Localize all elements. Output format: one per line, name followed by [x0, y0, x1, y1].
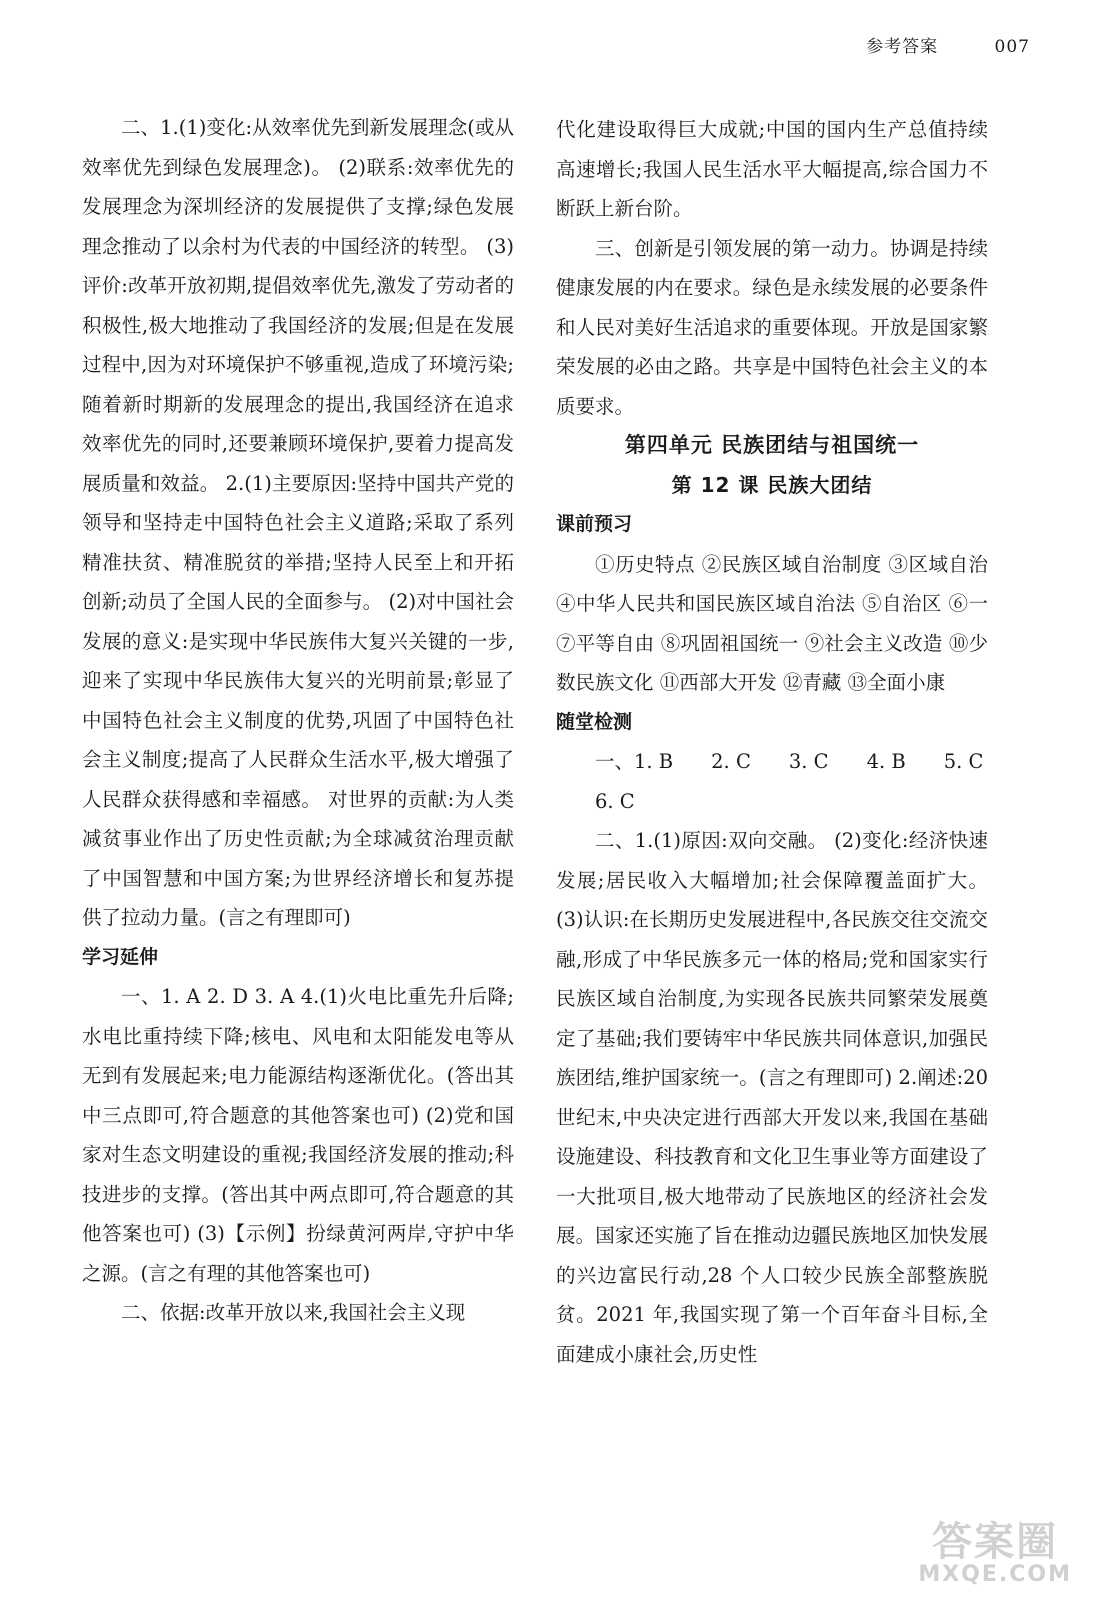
watermark-url: MXQE.COM — [918, 1561, 1072, 1587]
unit-title: 第四单元 民族团结与祖国统一 — [624, 433, 920, 457]
answer-item-6: 6. C — [595, 789, 635, 813]
watermark-text: 答案圈 — [932, 1518, 1059, 1565]
answer-paragraph: 一、1. A 2. D 3. A 4.(1)火电比重先升后降;水电比重持续下降;核电、风电和太阳能发电等从无到有发展起来;电力能源结构逐渐优化。(答出其中三点即可,符合题意的其他答案也可) (2)党和国家对生态文明建设的重视;我国经济发展的推动;科技进步的支撑。(答出其中两点即可,符合题意的其他答案也可) (3)【示例】扮绿黄河两岸,守护中华之源。(言之有理的其他答案也可) — [82, 985, 514, 1285]
lesson-title: 第 12 课 民族大团结 — [671, 472, 873, 497]
section-heading-study-extension: 学习延伸 — [82, 945, 159, 968]
page-header — [866, 32, 1030, 57]
answer-item: 5. C — [943, 750, 984, 773]
answer-paragraph: 代化建设取得巨大成就;中国的国内生产总值持续高速增长;我国人民生活水平大幅提高,综合国力不断跃上新台阶。 — [556, 118, 988, 220]
section-title: 参考答案 — [866, 37, 939, 57]
section-heading-test: 随堂检测 — [556, 710, 633, 733]
answer-paragraph: 二、依据:改革开放以来,我国社会主义现 — [121, 1301, 466, 1324]
right-column — [556, 110, 988, 1374]
answer-item: 4. B — [866, 750, 906, 773]
multiple-choice-answers — [556, 742, 988, 782]
left-column — [82, 108, 514, 1333]
answer-paragraph: 三、创新是引领发展的第一动力。协调是持续健康发展的内在要求。绿色是永续发展的必要条件和人民对美好生活追求的重要体现。开放是国家繁荣发展的必由之路。共享是中国特色社会主义的本质要求。 — [556, 236, 988, 418]
watermark-logo — [918, 1518, 1072, 1587]
page-number: 007 — [994, 37, 1030, 57]
preview-answers: ①历史特点 ②民族区域自治制度 ③区域自治 ④中华人民共和国民族区域自治法 ⑤自治区 ⑥一 ⑦平等自由 ⑧巩固祖国统一 ⑨社会主义改造 ⑩少数民族文化 ⑪西部大开发 ⑫青藏 ⑬全面小康 — [556, 552, 988, 694]
answer-item: 一、1. B — [595, 750, 674, 773]
answer-paragraph: 二、1.(1)变化:从效率优先到新发展理念(或从效率优先到绿色发展理念)。 (2)联系:效率优先的发展理念为深圳经济的发展提供了支撑;绿色发展理念推动了以余村为代表的中国经济的转型。 (3)评价:改革开放初期,提倡效率优先,激发了劳动者的积极性,极大地推动了我国经济的发展;但是在发展过程中,因为对环境保护不够重视,造成了环境污染;随着新时期新的发展理念的提出,我国经济在追求效率优先的同时,还要兼顾环境保护,要着力提高发展质量和效益。 2.(1)主要原因:坚持中国共产党的领导和坚持走中国特色社会主义道路;采取了系列精准扶贫、精准脱贫的举措;坚持人民至上和开拓创新;动员了全国人民的全面参与。 (2)对中国社会发展的意义:是实现中华民族伟大复兴关键的一步,迎来了实现中华民族伟大复兴的光明前景;彰显了中国特色社会主义制度的优势,巩固了中国特色社会主义制度;提高了人民群众生活水平,极大增强了人民群众获得感和幸福感。 对世界的贡献:为人类减贫事业作出了历史性贡献;为全球减贫治理贡献了中国智慧和中国方案;为世界经济增长和复苏提供了拉动力量。(言之有理即可) — [82, 116, 514, 929]
answer-paragraph: 二、1.(1)原因:双向交融。 (2)变化:经济快速发展;居民收入大幅增加;社会保障覆盖面扩大。 (3)认识:在长期历史发展进程中,各民族交往交流交融,形成了中华民族多元一体的格局;党和国家实行民族区域自治制度,为实现各民族共同繁荣发展奠定了基础;我们要铸牢中华民族共同体意识,加强民族团结,维护国家统一。(言之有理即可) 2.阐述:20 世纪末,中央决定进行西部大开发以来,我国在基础设施建设、科技教育和文化卫生事业等方面建设了一大批项目,极大地带动了民族地区的经济社会发展。国家还实施了旨在推动边疆民族地区加快发展的兴边富民行动,28 个人口较少民族全部整族脱贫。2021 年,我国实现了第一个百年奋斗目标,全面建成小康社会,历史性 — [556, 829, 988, 1366]
answer-item: 3. C — [788, 750, 829, 773]
section-heading-preview: 课前预习 — [556, 513, 633, 535]
answer-item: 2. C — [711, 750, 751, 773]
